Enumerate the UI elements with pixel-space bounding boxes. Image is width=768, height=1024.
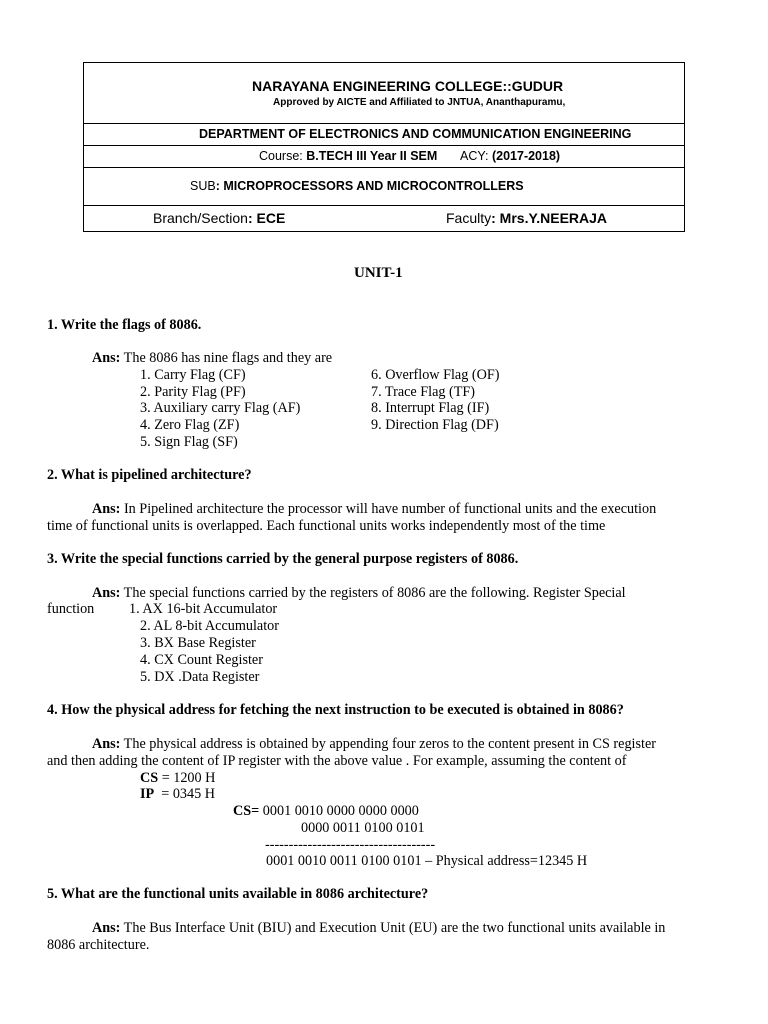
header-box: [83, 62, 685, 232]
register-item: 4. CX Count Register: [140, 652, 263, 668]
answer-label: Ans:: [92, 585, 121, 601]
calc-cs-line: [233, 803, 419, 820]
calc-cs-label: CS=: [233, 803, 260, 819]
register-item: 5. DX .Data Register: [140, 669, 260, 685]
college-name: NARAYANA ENGINEERING COLLEGE::GUDUR: [252, 78, 564, 94]
answer-label: Ans:: [92, 501, 121, 517]
faculty-value: : Mrs.Y.NEERAJA: [491, 210, 608, 226]
calc-result: 0001 0010 0011 0100 0101 – Physical address=12345 H: [266, 853, 588, 869]
header-branch-row: [84, 206, 684, 233]
subject-label: SUB: [190, 179, 216, 193]
flag-item: 4. Zero Flag (ZF): [140, 417, 240, 433]
cs-value-line: [140, 770, 215, 787]
flag-item: 2. Parity Flag (PF): [140, 384, 246, 400]
answer-text: The Bus Interface Unit (BIU) and Execution Unit (EU) are the two functional units available in: [120, 920, 666, 936]
answer-label: Ans:: [92, 920, 121, 936]
answer-text: In Pipelined architecture the processor will have number of functional units and the execution: [120, 501, 657, 517]
acy-line: [460, 149, 560, 163]
calc-cs-bits: 0001 0010 0000 0000 0000: [259, 803, 419, 819]
cs-label: CS: [140, 770, 159, 786]
q2-answer-line1: [92, 501, 656, 518]
ip-value: = 0345 H: [154, 786, 215, 802]
department-name: DEPARTMENT OF ELECTRONICS AND COMMUNICATION ENGINEERING: [199, 127, 632, 141]
q5-answer-line2: 8086 architecture.: [47, 937, 150, 953]
ip-value-line: [140, 786, 215, 803]
cs-value: = 1200 H: [158, 770, 216, 786]
register-item: 3. BX Base Register: [140, 635, 256, 651]
branch-line: [153, 210, 285, 226]
answer-label: Ans:: [92, 736, 121, 752]
answer-text: The 8086 has nine flags and they are: [120, 350, 333, 366]
course-value: B.TECH III Year II SEM: [306, 149, 438, 163]
approval-line: Approved by AICTE and Affiliated to JNTUA, Ananthapuramu,: [273, 97, 566, 108]
q4-question: 4. How the physical address for fetching the next instruction to be executed is obtained in 8086?: [47, 702, 624, 718]
flag-item: 6. Overflow Flag (OF): [371, 367, 500, 383]
register-item: 2. AL 8-bit Accumulator: [140, 618, 279, 634]
q3-answer-line1: [92, 585, 626, 602]
faculty-line: [446, 210, 607, 226]
header-subject-row: [84, 168, 684, 206]
header-course-row: [84, 146, 684, 168]
acy-value: (2017-2018): [491, 149, 561, 163]
q2-question: 2. What is pipelined architecture?: [47, 467, 252, 483]
q5-question: 5. What are the functional units available in 8086 architecture?: [47, 886, 429, 902]
q4-answer-line1: [92, 736, 656, 753]
unit-title: UNIT-1: [354, 265, 403, 281]
ip-label: IP: [140, 786, 155, 802]
q3-question: 3. Write the special functions carried by the general purpose registers of 8086.: [47, 551, 519, 567]
flag-item: 1. Carry Flag (CF): [140, 367, 246, 383]
acy-label: ACY:: [460, 149, 492, 163]
q2-answer-line2: time of functional units is overlapped. Each functional units works independently most of the time: [47, 518, 606, 534]
flag-item: 7. Trace Flag (TF): [371, 384, 476, 400]
header-college-row: [84, 63, 684, 124]
flag-item: 9. Direction Flag (DF): [371, 417, 499, 433]
answer-label: Ans:: [92, 350, 121, 366]
subject-line: [190, 179, 524, 193]
q1-answer-intro: [92, 350, 332, 367]
q3-function-label: function: [47, 601, 95, 617]
branch-value: : ECE: [247, 210, 286, 226]
q4-answer-line2: and then adding the content of IP register with the above value . For example, assuming the content of: [47, 753, 627, 769]
header-department-row: [84, 124, 684, 146]
flag-item: 3. Auxiliary carry Flag (AF): [140, 400, 301, 416]
subject-value: : MICROPROCESSORS AND MICROCONTROLLERS: [215, 179, 524, 193]
calc-ip-bits: 0000 0011 0100 0101: [301, 820, 425, 836]
calc-rule: ------------------------------------: [265, 837, 436, 853]
flag-item: 8. Interrupt Flag (IF): [371, 400, 490, 416]
course-label: Course:: [259, 149, 307, 163]
answer-text: The special functions carried by the registers of 8086 are the following. Register Special: [120, 585, 626, 601]
register-item: 1. AX 16-bit Accumulator: [129, 601, 278, 617]
q1-question: 1. Write the flags of 8086.: [47, 317, 202, 333]
flag-item: 5. Sign Flag (SF): [140, 434, 238, 450]
answer-text: The physical address is obtained by appending four zeros to the content present in CS register: [120, 736, 656, 752]
course-line: [259, 149, 437, 163]
faculty-label: Faculty: [446, 210, 492, 226]
branch-label: Branch/Section: [153, 210, 248, 226]
q5-answer-line1: [92, 920, 665, 937]
